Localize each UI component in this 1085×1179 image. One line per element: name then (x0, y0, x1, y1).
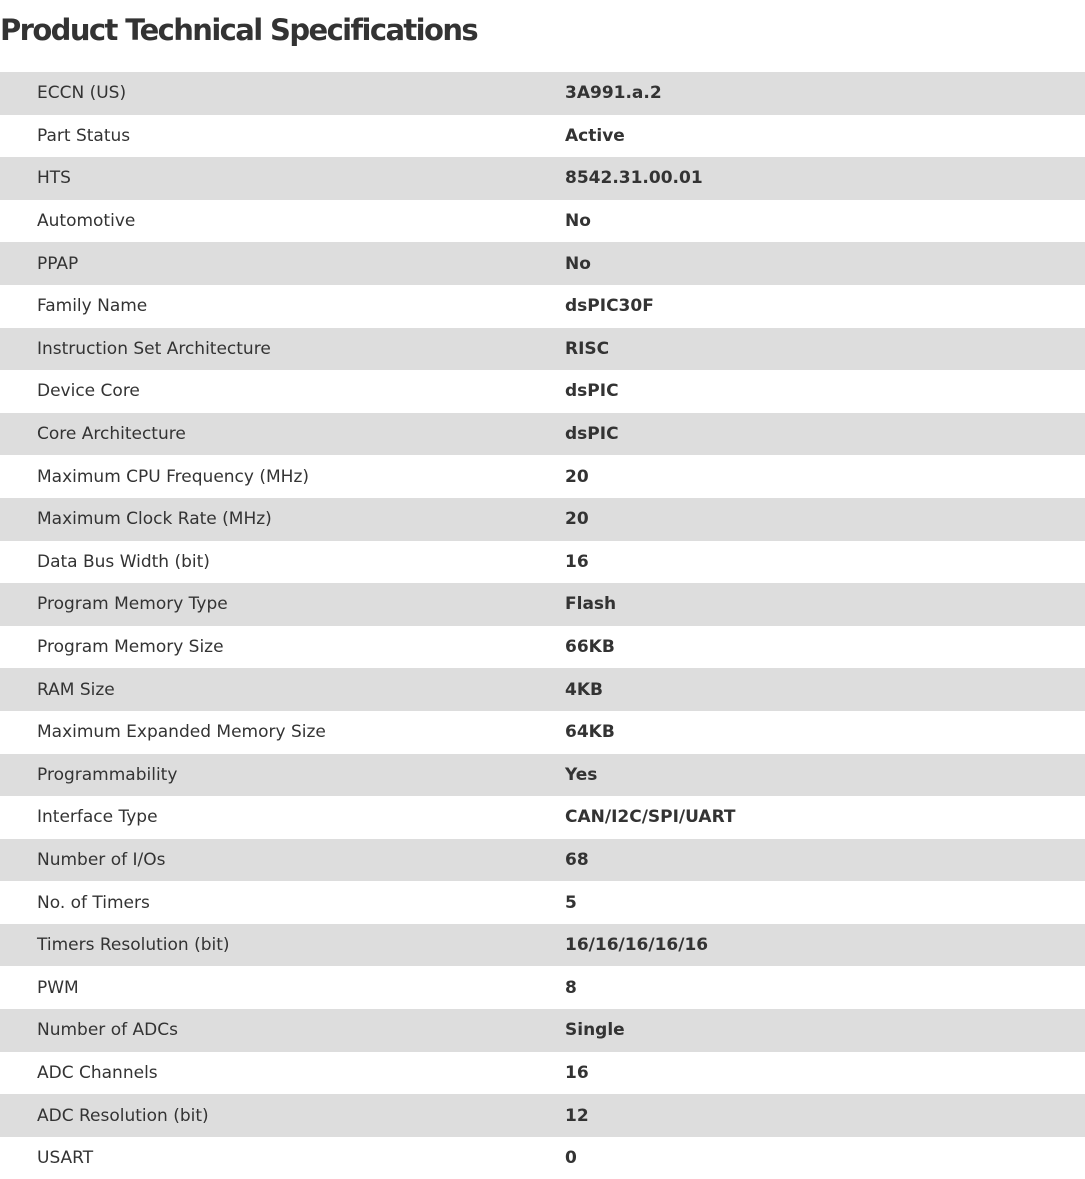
spec-label: ADC Resolution (bit) (0, 1094, 565, 1137)
spec-value: 20 (565, 455, 1085, 498)
spec-label: Family Name (0, 285, 565, 328)
spec-label: Programmability (0, 754, 565, 797)
spec-label: Number of ADCs (0, 1009, 565, 1052)
spec-row (0, 242, 1085, 285)
spec-value: 16/16/16/16/16 (565, 924, 1085, 967)
spec-row (0, 1052, 1085, 1095)
spec-value: 16 (565, 1052, 1085, 1095)
spec-value: dsPIC (565, 413, 1085, 456)
spec-label: Part Status (0, 115, 565, 158)
spec-value: dsPIC (565, 370, 1085, 413)
spec-label: Number of I/Os (0, 839, 565, 882)
spec-value: Yes (565, 754, 1085, 797)
spec-value: 8 (565, 966, 1085, 1009)
spec-value: 66KB (565, 626, 1085, 669)
spec-label: PPAP (0, 242, 565, 285)
spec-value: Single (565, 1009, 1085, 1052)
spec-row (0, 626, 1085, 669)
spec-row (0, 72, 1085, 115)
spec-value: 68 (565, 839, 1085, 882)
spec-row (0, 370, 1085, 413)
spec-table-body (0, 72, 1085, 1179)
spec-row (0, 413, 1085, 456)
spec-label: Maximum CPU Frequency (MHz) (0, 455, 565, 498)
spec-value: 64KB (565, 711, 1085, 754)
spec-row (0, 796, 1085, 839)
spec-value: RISC (565, 328, 1085, 371)
spec-value: 16 (565, 541, 1085, 584)
spec-row (0, 966, 1085, 1009)
spec-value: 20 (565, 498, 1085, 541)
spec-row (0, 711, 1085, 754)
spec-row (0, 285, 1085, 328)
spec-label: Device Core (0, 370, 565, 413)
spec-row (0, 115, 1085, 158)
spec-value: No (565, 242, 1085, 285)
spec-value: 8542.31.00.01 (565, 157, 1085, 200)
spec-label: PWM (0, 966, 565, 1009)
spec-label: RAM Size (0, 668, 565, 711)
spec-value: 12 (565, 1094, 1085, 1137)
spec-row (0, 1094, 1085, 1137)
spec-row (0, 754, 1085, 797)
spec-value: 3A991.a.2 (565, 72, 1085, 115)
spec-label: Maximum Clock Rate (MHz) (0, 498, 565, 541)
spec-value: dsPIC30F (565, 285, 1085, 328)
spec-value: 0 (565, 1137, 1085, 1179)
spec-row (0, 881, 1085, 924)
spec-label: Automotive (0, 200, 565, 243)
spec-label: Instruction Set Architecture (0, 328, 565, 371)
spec-value: Flash (565, 583, 1085, 626)
spec-label: Program Memory Size (0, 626, 565, 669)
spec-row (0, 498, 1085, 541)
spec-label: No. of Timers (0, 881, 565, 924)
spec-row (0, 1137, 1085, 1179)
spec-label: Interface Type (0, 796, 565, 839)
spec-row (0, 200, 1085, 243)
spec-label: USART (0, 1137, 565, 1179)
spec-row (0, 1009, 1085, 1052)
spec-value: No (565, 200, 1085, 243)
spec-label: Timers Resolution (bit) (0, 924, 565, 967)
spec-label: ECCN (US) (0, 72, 565, 115)
spec-value: Active (565, 115, 1085, 158)
spec-label: Data Bus Width (bit) (0, 541, 565, 584)
spec-label: Program Memory Type (0, 583, 565, 626)
spec-label: Maximum Expanded Memory Size (0, 711, 565, 754)
page-title: Product Technical Specifications (0, 13, 478, 47)
spec-row (0, 583, 1085, 626)
spec-value: 4KB (565, 668, 1085, 711)
spec-row (0, 924, 1085, 967)
spec-row (0, 839, 1085, 882)
spec-label: HTS (0, 157, 565, 200)
spec-row (0, 455, 1085, 498)
spec-table (0, 72, 1085, 1179)
spec-row (0, 328, 1085, 371)
spec-row (0, 157, 1085, 200)
spec-value: 5 (565, 881, 1085, 924)
spec-row (0, 668, 1085, 711)
spec-value: CAN/I2C/SPI/UART (565, 796, 1085, 839)
spec-row (0, 541, 1085, 584)
spec-label: Core Architecture (0, 413, 565, 456)
spec-label: ADC Channels (0, 1052, 565, 1095)
